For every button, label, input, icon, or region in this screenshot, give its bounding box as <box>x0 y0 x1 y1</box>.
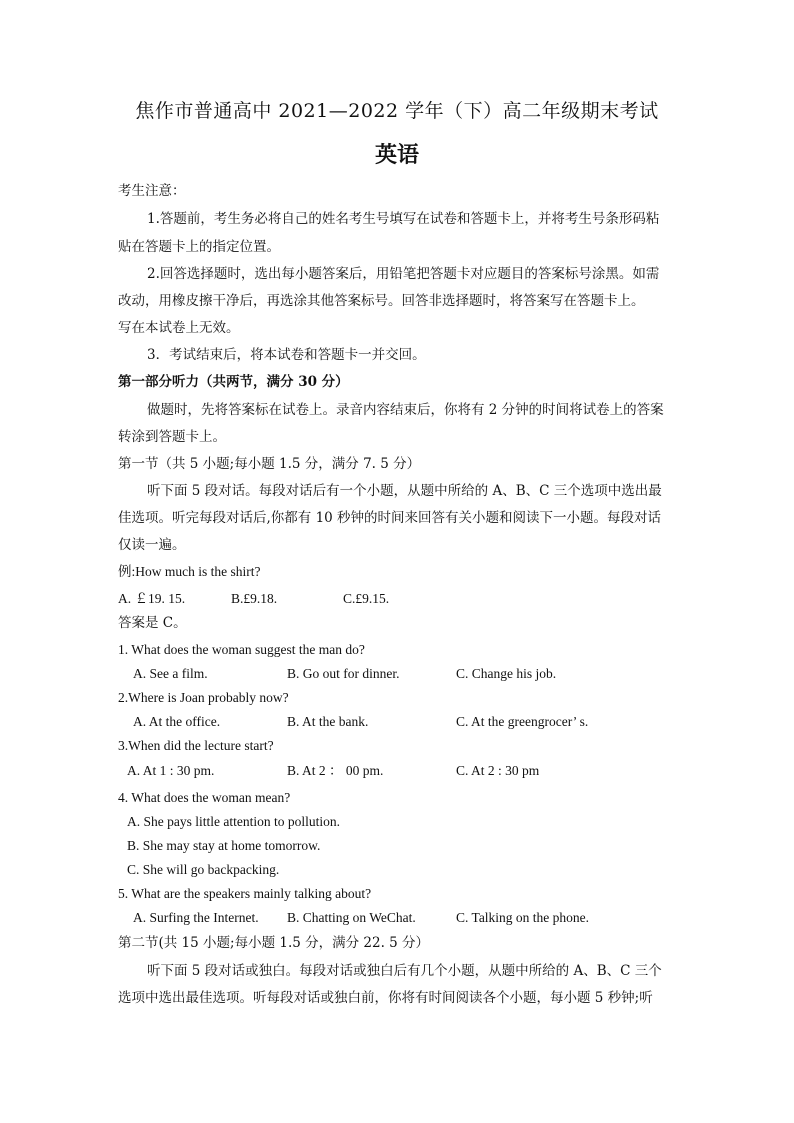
part1-intro: 转涂到答题卡上。 <box>118 429 226 445</box>
notice-line: 写在本试卷上无效。 <box>118 320 240 336</box>
question-3: 3.When did the lecture start? <box>118 738 274 753</box>
section2-intro: 选项中选出最佳选项。听每段对话或独白前，你将有时间阅读各个小题，每小题 5 秒钟;听 <box>118 990 653 1006</box>
exam-title: 焦作市普通高中 2021—2022 学年（下）高二年级期末考试 <box>135 100 659 122</box>
section1-heading: 第一节（共 5 小题;每小题 1.5 分，满分 7. 5 分） <box>118 456 421 472</box>
q2-option-c: C. At the greengrocer’ s. <box>456 714 589 729</box>
part1-intro: 做题时，先将答案标在试卷上。录音内容结束后，你将有 2 分钟的时间将试卷上的答案 <box>147 402 664 418</box>
notice-line: 改动，用橡皮擦干净后，再选涂其他答案标号。回答非选择题时，将答案写在答题卡上。 <box>118 293 645 309</box>
q3-option-a: A. At 1 : 30 pm. <box>127 763 215 778</box>
q5-option-a: A. Surfing the Internet. <box>133 910 259 925</box>
section1-intro: 佳选项。听完每段对话后,你都有 10 秒钟的时间来回答有关小题和阅读下一小题。每段对话 <box>118 510 662 526</box>
question-5: 5. What are the speakers mainly talking about? <box>118 886 372 901</box>
q1-option-c: C. Change his job. <box>456 666 557 681</box>
q5-option-c: C. Talking on the phone. <box>456 910 590 925</box>
q3-option-b: B. At 2 ： 00 pm. <box>287 763 384 778</box>
question-2: 2.Where is Joan probably now? <box>118 690 289 705</box>
q1-option-b: B. Go out for dinner. <box>287 666 400 681</box>
example-option-b: B.£9.18. <box>231 591 278 606</box>
q3-option-c: C. At 2 : 30 pm <box>456 763 540 778</box>
notice-line: 3．考试结束后，将本试卷和答题卡一并交回。 <box>147 347 426 363</box>
example-option-c: C.£9.15. <box>343 591 390 606</box>
q4-option-b: B. She may stay at home tomorrow. <box>127 838 321 853</box>
section2-intro: 听下面 5 段对话或独白。每段对话或独白后有几个小题，从题中所给的 A、B、C 三个 <box>147 963 662 979</box>
part1-heading: 第一部分听力（共两节，满分 30 分） <box>118 374 349 390</box>
q2-option-a: A. At the office. <box>133 714 221 729</box>
q2-option-b: B. At the bank. <box>287 714 369 729</box>
q4-option-a: A. She pays little attention to pollution. <box>127 814 340 829</box>
notice-line: 2.回答选择题时，选出每小题答案后，用铅笔把答题卡对应题目的答案标号涂黑。如需 <box>147 266 660 282</box>
notice-line: 贴在答题卡上的指定位置。 <box>118 239 280 255</box>
example-question: 例:How much is the shirt? <box>118 564 261 579</box>
question-4: 4. What does the woman mean? <box>118 790 291 805</box>
example-option-a: A. ￡19. 15. <box>118 591 186 606</box>
notice-heading: 考生注意： <box>118 183 186 199</box>
subject-title: 英语 <box>374 142 419 168</box>
q5-option-b: B. Chatting on WeChat. <box>287 910 416 925</box>
section1-intro: 仅读一遍。 <box>118 537 186 553</box>
q4-option-c: C. She will go backpacking. <box>127 862 280 877</box>
example-answer: 答案是 C。 <box>118 615 187 631</box>
q1-option-a: A. See a film. <box>133 666 208 681</box>
notice-line: 1.答题前，考生务必将自己的姓名考生号填写在试卷和答题卡上，并将考生号条形码粘 <box>147 211 660 227</box>
section1-intro: 听下面 5 段对话。每段对话后有一个小题，从题中所给的 A、B、C 三个选项中选出最 <box>147 483 662 499</box>
question-1: 1. What does the woman suggest the man do? <box>118 642 365 657</box>
section2-heading: 第二节(共 15 小题;每小题 1.5 分，满分 22. 5 分） <box>118 935 430 951</box>
